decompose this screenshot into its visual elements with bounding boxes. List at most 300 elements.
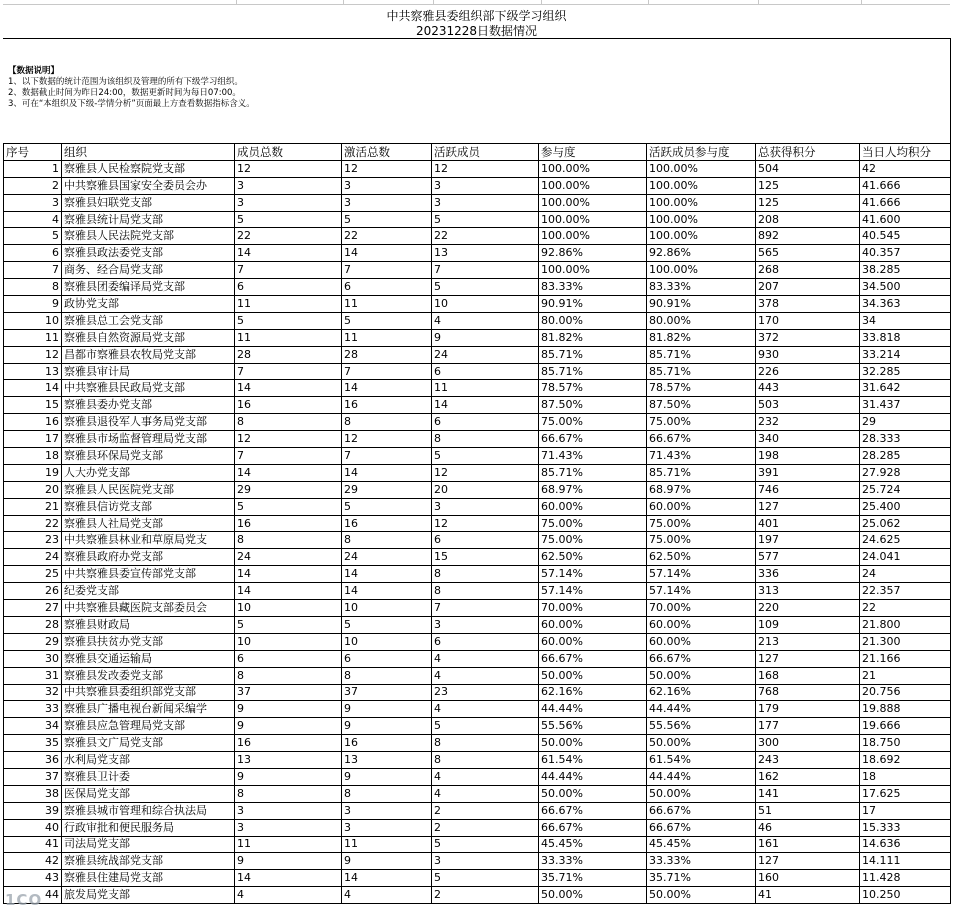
cell-members[interactable]: 7: [235, 363, 342, 380]
cell-total-points[interactable]: 162: [756, 768, 860, 785]
cell-index[interactable]: 11: [4, 329, 62, 346]
cell-index[interactable]: 30: [4, 650, 62, 667]
header-active-participation[interactable]: 活跃成员参与度: [647, 144, 756, 161]
cell-active-participation[interactable]: 60.00%: [647, 498, 756, 515]
cell-active[interactable]: 3: [432, 177, 539, 194]
cell-active[interactable]: 3: [432, 853, 539, 870]
cell-members[interactable]: 10: [235, 633, 342, 650]
cell-avg-points[interactable]: 41.666: [860, 177, 951, 194]
cell-index[interactable]: 21: [4, 498, 62, 515]
cell-avg-points[interactable]: 34.500: [860, 279, 951, 296]
cell-active-participation[interactable]: 83.33%: [647, 279, 756, 296]
cell-org[interactable]: 察雅县政府办党支部: [62, 549, 235, 566]
cell-total-points[interactable]: 161: [756, 836, 860, 853]
cell-avg-points[interactable]: 41.666: [860, 194, 951, 211]
cell-org[interactable]: 察雅县扶贫办党支部: [62, 633, 235, 650]
cell-activated[interactable]: 10: [342, 600, 432, 617]
cell-total-points[interactable]: 577: [756, 549, 860, 566]
cell-total-points[interactable]: 208: [756, 211, 860, 228]
cell-active-participation[interactable]: 66.67%: [647, 431, 756, 448]
cell-active[interactable]: 23: [432, 684, 539, 701]
cell-participation[interactable]: 85.71%: [539, 464, 647, 481]
cell-participation[interactable]: 55.56%: [539, 718, 647, 735]
cell-active-participation[interactable]: 62.16%: [647, 684, 756, 701]
cell-members[interactable]: 4: [235, 887, 342, 904]
cell-active[interactable]: 15: [432, 549, 539, 566]
header-activated[interactable]: 激活总数: [342, 144, 432, 161]
cell-members[interactable]: 9: [235, 853, 342, 870]
cell-active[interactable]: 8: [432, 583, 539, 600]
cell-active-participation[interactable]: 85.71%: [647, 363, 756, 380]
cell-avg-points[interactable]: 28.285: [860, 448, 951, 465]
cell-avg-points[interactable]: 17.625: [860, 785, 951, 802]
cell-active[interactable]: 2: [432, 819, 539, 836]
cell-activated[interactable]: 6: [342, 650, 432, 667]
cell-org[interactable]: 察雅县人民检察院党支部: [62, 160, 235, 177]
cell-participation[interactable]: 87.50%: [539, 397, 647, 414]
cell-members[interactable]: 22: [235, 228, 342, 245]
cell-org[interactable]: 察雅县人民医院党支部: [62, 481, 235, 498]
cell-active[interactable]: 24: [432, 346, 539, 363]
cell-participation[interactable]: 35.71%: [539, 870, 647, 887]
cell-participation[interactable]: 45.45%: [539, 836, 647, 853]
cell-participation[interactable]: 75.00%: [539, 515, 647, 532]
cell-active[interactable]: 12: [432, 464, 539, 481]
cell-members[interactable]: 16: [235, 735, 342, 752]
cell-active-participation[interactable]: 61.54%: [647, 752, 756, 769]
cell-total-points[interactable]: 179: [756, 701, 860, 718]
cell-participation[interactable]: 50.00%: [539, 667, 647, 684]
cell-total-points[interactable]: 127: [756, 853, 860, 870]
cell-active-participation[interactable]: 100.00%: [647, 177, 756, 194]
cell-participation[interactable]: 75.00%: [539, 414, 647, 431]
cell-org[interactable]: 察雅县发改委党支部: [62, 667, 235, 684]
cell-avg-points[interactable]: 28.333: [860, 431, 951, 448]
cell-activated[interactable]: 12: [342, 431, 432, 448]
cell-participation[interactable]: 92.86%: [539, 245, 647, 262]
cell-avg-points[interactable]: 14.111: [860, 853, 951, 870]
cell-active[interactable]: 3: [432, 616, 539, 633]
cell-members[interactable]: 14: [235, 380, 342, 397]
cell-activated[interactable]: 14: [342, 583, 432, 600]
cell-avg-points[interactable]: 19.666: [860, 718, 951, 735]
cell-total-points[interactable]: 746: [756, 481, 860, 498]
cell-members[interactable]: 3: [235, 802, 342, 819]
cell-org[interactable]: 察雅县团委编译局党支部: [62, 279, 235, 296]
cell-active-participation[interactable]: 87.50%: [647, 397, 756, 414]
cell-avg-points[interactable]: 11.428: [860, 870, 951, 887]
cell-total-points[interactable]: 313: [756, 583, 860, 600]
cell-members[interactable]: 10: [235, 600, 342, 617]
cell-activated[interactable]: 5: [342, 312, 432, 329]
cell-active-participation[interactable]: 57.14%: [647, 583, 756, 600]
cell-participation[interactable]: 66.67%: [539, 819, 647, 836]
cell-total-points[interactable]: 443: [756, 380, 860, 397]
cell-activated[interactable]: 9: [342, 718, 432, 735]
cell-active-participation[interactable]: 100.00%: [647, 211, 756, 228]
cell-participation[interactable]: 62.16%: [539, 684, 647, 701]
cell-avg-points[interactable]: 31.437: [860, 397, 951, 414]
cell-total-points[interactable]: 127: [756, 650, 860, 667]
cell-participation[interactable]: 66.67%: [539, 650, 647, 667]
cell-active[interactable]: 4: [432, 650, 539, 667]
cell-active[interactable]: 7: [432, 262, 539, 279]
cell-org[interactable]: 察雅县人社局党支部: [62, 515, 235, 532]
cell-active-participation[interactable]: 90.91%: [647, 296, 756, 313]
cell-avg-points[interactable]: 29: [860, 414, 951, 431]
cell-index[interactable]: 5: [4, 228, 62, 245]
cell-members[interactable]: 14: [235, 566, 342, 583]
cell-index[interactable]: 35: [4, 735, 62, 752]
cell-avg-points[interactable]: 25.062: [860, 515, 951, 532]
cell-active[interactable]: 7: [432, 600, 539, 617]
cell-active-participation[interactable]: 75.00%: [647, 515, 756, 532]
header-total-points[interactable]: 总获得积分: [756, 144, 860, 161]
cell-total-points[interactable]: 168: [756, 667, 860, 684]
cell-active[interactable]: 8: [432, 752, 539, 769]
cell-avg-points[interactable]: 32.285: [860, 363, 951, 380]
cell-org[interactable]: 察雅县退役军人事务局党支部: [62, 414, 235, 431]
cell-active-participation[interactable]: 35.71%: [647, 870, 756, 887]
cell-total-points[interactable]: 141: [756, 785, 860, 802]
cell-index[interactable]: 32: [4, 684, 62, 701]
cell-index[interactable]: 16: [4, 414, 62, 431]
cell-members[interactable]: 11: [235, 836, 342, 853]
cell-total-points[interactable]: 565: [756, 245, 860, 262]
cell-org[interactable]: 中共察雅县国家安全委员会办: [62, 177, 235, 194]
cell-active[interactable]: 4: [432, 312, 539, 329]
cell-avg-points[interactable]: 17: [860, 802, 951, 819]
cell-active[interactable]: 9: [432, 329, 539, 346]
cell-avg-points[interactable]: 40.357: [860, 245, 951, 262]
cell-members[interactable]: 29: [235, 481, 342, 498]
cell-participation[interactable]: 62.50%: [539, 549, 647, 566]
cell-members[interactable]: 16: [235, 397, 342, 414]
cell-members[interactable]: 5: [235, 498, 342, 515]
cell-active[interactable]: 5: [432, 211, 539, 228]
cell-org[interactable]: 昌都市察雅县农牧局党支部: [62, 346, 235, 363]
cell-participation[interactable]: 100.00%: [539, 194, 647, 211]
cell-active-participation[interactable]: 33.33%: [647, 853, 756, 870]
cell-index[interactable]: 14: [4, 380, 62, 397]
cell-members[interactable]: 8: [235, 667, 342, 684]
cell-total-points[interactable]: 198: [756, 448, 860, 465]
cell-activated[interactable]: 5: [342, 616, 432, 633]
cell-total-points[interactable]: 232: [756, 414, 860, 431]
cell-active-participation[interactable]: 62.50%: [647, 549, 756, 566]
cell-total-points[interactable]: 207: [756, 279, 860, 296]
cell-members[interactable]: 14: [235, 583, 342, 600]
cell-index[interactable]: 18: [4, 448, 62, 465]
cell-avg-points[interactable]: 33.214: [860, 346, 951, 363]
cell-participation[interactable]: 83.33%: [539, 279, 647, 296]
cell-org[interactable]: 察雅县广播电视台新闻采编学: [62, 701, 235, 718]
cell-participation[interactable]: 80.00%: [539, 312, 647, 329]
cell-activated[interactable]: 8: [342, 667, 432, 684]
cell-members[interactable]: 6: [235, 279, 342, 296]
header-org[interactable]: 组织: [62, 144, 235, 161]
cell-avg-points[interactable]: 41.600: [860, 211, 951, 228]
cell-total-points[interactable]: 340: [756, 431, 860, 448]
cell-index[interactable]: 28: [4, 616, 62, 633]
cell-members[interactable]: 9: [235, 701, 342, 718]
cell-members[interactable]: 8: [235, 785, 342, 802]
cell-total-points[interactable]: 930: [756, 346, 860, 363]
cell-avg-points[interactable]: 18.750: [860, 735, 951, 752]
cell-index[interactable]: 9: [4, 296, 62, 313]
cell-activated[interactable]: 14: [342, 380, 432, 397]
cell-total-points[interactable]: 243: [756, 752, 860, 769]
cell-members[interactable]: 37: [235, 684, 342, 701]
cell-members[interactable]: 11: [235, 296, 342, 313]
cell-active[interactable]: 5: [432, 836, 539, 853]
cell-total-points[interactable]: 401: [756, 515, 860, 532]
cell-activated[interactable]: 14: [342, 245, 432, 262]
cell-avg-points[interactable]: 21.300: [860, 633, 951, 650]
cell-activated[interactable]: 29: [342, 481, 432, 498]
cell-activated[interactable]: 7: [342, 448, 432, 465]
cell-index[interactable]: 20: [4, 481, 62, 498]
cell-participation[interactable]: 57.14%: [539, 583, 647, 600]
cell-org[interactable]: 察雅县统战部党支部: [62, 853, 235, 870]
cell-activated[interactable]: 3: [342, 802, 432, 819]
cell-participation[interactable]: 61.54%: [539, 752, 647, 769]
cell-members[interactable]: 5: [235, 312, 342, 329]
cell-active-participation[interactable]: 71.43%: [647, 448, 756, 465]
cell-index[interactable]: 17: [4, 431, 62, 448]
cell-index[interactable]: 39: [4, 802, 62, 819]
cell-active-participation[interactable]: 57.14%: [647, 566, 756, 583]
cell-active[interactable]: 2: [432, 802, 539, 819]
cell-active-participation[interactable]: 60.00%: [647, 633, 756, 650]
cell-active[interactable]: 5: [432, 718, 539, 735]
cell-total-points[interactable]: 46: [756, 819, 860, 836]
cell-members[interactable]: 16: [235, 515, 342, 532]
cell-active-participation[interactable]: 80.00%: [647, 312, 756, 329]
cell-activated[interactable]: 3: [342, 819, 432, 836]
cell-active[interactable]: 13: [432, 245, 539, 262]
header-avg-points[interactable]: 当日人均积分: [860, 144, 951, 161]
cell-active-participation[interactable]: 85.71%: [647, 464, 756, 481]
cell-activated[interactable]: 7: [342, 262, 432, 279]
cell-org[interactable]: 察雅县信访党支部: [62, 498, 235, 515]
cell-org[interactable]: 政协党支部: [62, 296, 235, 313]
cell-active[interactable]: 3: [432, 498, 539, 515]
cell-members[interactable]: 9: [235, 768, 342, 785]
cell-members[interactable]: 6: [235, 650, 342, 667]
cell-members[interactable]: 5: [235, 211, 342, 228]
cell-avg-points[interactable]: 24: [860, 566, 951, 583]
cell-index[interactable]: 13: [4, 363, 62, 380]
cell-org[interactable]: 察雅县妇联党支部: [62, 194, 235, 211]
cell-index[interactable]: 33: [4, 701, 62, 718]
cell-index[interactable]: 41: [4, 836, 62, 853]
cell-index[interactable]: 27: [4, 600, 62, 617]
cell-index[interactable]: 22: [4, 515, 62, 532]
cell-avg-points[interactable]: 34: [860, 312, 951, 329]
cell-total-points[interactable]: 268: [756, 262, 860, 279]
cell-avg-points[interactable]: 20.756: [860, 684, 951, 701]
cell-avg-points[interactable]: 21.800: [860, 616, 951, 633]
cell-active[interactable]: 8: [432, 431, 539, 448]
cell-participation[interactable]: 44.44%: [539, 768, 647, 785]
cell-index[interactable]: 31: [4, 667, 62, 684]
cell-members[interactable]: 7: [235, 262, 342, 279]
cell-participation[interactable]: 60.00%: [539, 633, 647, 650]
cell-participation[interactable]: 57.14%: [539, 566, 647, 583]
cell-participation[interactable]: 66.67%: [539, 431, 647, 448]
cell-members[interactable]: 8: [235, 414, 342, 431]
cell-org[interactable]: 察雅县自然资源局党支部: [62, 329, 235, 346]
cell-index[interactable]: 25: [4, 566, 62, 583]
cell-activated[interactable]: 8: [342, 532, 432, 549]
cell-members[interactable]: 3: [235, 819, 342, 836]
header-index[interactable]: 序号: [4, 144, 62, 161]
cell-activated[interactable]: 24: [342, 549, 432, 566]
cell-avg-points[interactable]: 27.928: [860, 464, 951, 481]
cell-activated[interactable]: 16: [342, 397, 432, 414]
cell-index[interactable]: 19: [4, 464, 62, 481]
cell-active[interactable]: 5: [432, 448, 539, 465]
header-participation[interactable]: 参与度: [539, 144, 647, 161]
cell-total-points[interactable]: 51: [756, 802, 860, 819]
cell-org[interactable]: 察雅县城市管理和综合执法局: [62, 802, 235, 819]
cell-avg-points[interactable]: 42: [860, 160, 951, 177]
cell-active-participation[interactable]: 81.82%: [647, 329, 756, 346]
cell-total-points[interactable]: 177: [756, 718, 860, 735]
cell-org[interactable]: 商务、经合局党支部: [62, 262, 235, 279]
cell-index[interactable]: 8: [4, 279, 62, 296]
cell-participation[interactable]: 81.82%: [539, 329, 647, 346]
cell-org[interactable]: 行政审批和便民服务局: [62, 819, 235, 836]
cell-members[interactable]: 3: [235, 177, 342, 194]
cell-avg-points[interactable]: 34.363: [860, 296, 951, 313]
cell-active[interactable]: 22: [432, 228, 539, 245]
cell-total-points[interactable]: 127: [756, 498, 860, 515]
cell-avg-points[interactable]: 25.724: [860, 481, 951, 498]
cell-index[interactable]: 37: [4, 768, 62, 785]
cell-participation[interactable]: 50.00%: [539, 735, 647, 752]
cell-org[interactable]: 察雅县市场监督管理局党支部: [62, 431, 235, 448]
cell-active-participation[interactable]: 68.97%: [647, 481, 756, 498]
cell-index[interactable]: 38: [4, 785, 62, 802]
cell-org[interactable]: 中共察雅县委组织部党支部: [62, 684, 235, 701]
cell-active-participation[interactable]: 100.00%: [647, 262, 756, 279]
cell-index[interactable]: 44: [4, 887, 62, 904]
cell-active-participation[interactable]: 44.44%: [647, 768, 756, 785]
cell-active[interactable]: 4: [432, 768, 539, 785]
cell-avg-points[interactable]: 22.357: [860, 583, 951, 600]
cell-active-participation[interactable]: 75.00%: [647, 414, 756, 431]
cell-active[interactable]: 6: [432, 532, 539, 549]
cell-active[interactable]: 12: [432, 160, 539, 177]
cell-activated[interactable]: 8: [342, 414, 432, 431]
cell-active[interactable]: 4: [432, 785, 539, 802]
cell-active-participation[interactable]: 50.00%: [647, 735, 756, 752]
cell-activated[interactable]: 10: [342, 633, 432, 650]
cell-activated[interactable]: 16: [342, 735, 432, 752]
cell-members[interactable]: 24: [235, 549, 342, 566]
cell-avg-points[interactable]: 38.285: [860, 262, 951, 279]
cell-activated[interactable]: 37: [342, 684, 432, 701]
cell-active-participation[interactable]: 100.00%: [647, 160, 756, 177]
cell-members[interactable]: 12: [235, 431, 342, 448]
cell-total-points[interactable]: 504: [756, 160, 860, 177]
cell-participation[interactable]: 71.43%: [539, 448, 647, 465]
cell-org[interactable]: 察雅县应急管理局党支部: [62, 718, 235, 735]
cell-active[interactable]: 8: [432, 735, 539, 752]
cell-activated[interactable]: 5: [342, 498, 432, 515]
cell-participation[interactable]: 44.44%: [539, 701, 647, 718]
cell-total-points[interactable]: 892: [756, 228, 860, 245]
cell-active[interactable]: 4: [432, 701, 539, 718]
cell-participation[interactable]: 70.00%: [539, 600, 647, 617]
cell-org[interactable]: 察雅县文广局党支部: [62, 735, 235, 752]
cell-members[interactable]: 28: [235, 346, 342, 363]
cell-index[interactable]: 29: [4, 633, 62, 650]
cell-total-points[interactable]: 125: [756, 194, 860, 211]
cell-active[interactable]: 6: [432, 633, 539, 650]
cell-org[interactable]: 察雅县环保局党支部: [62, 448, 235, 465]
cell-index[interactable]: 15: [4, 397, 62, 414]
cell-total-points[interactable]: 41: [756, 887, 860, 904]
cell-active[interactable]: 3: [432, 194, 539, 211]
cell-index[interactable]: 7: [4, 262, 62, 279]
cell-members[interactable]: 14: [235, 870, 342, 887]
cell-participation[interactable]: 60.00%: [539, 616, 647, 633]
cell-members[interactable]: 13: [235, 752, 342, 769]
cell-index[interactable]: 24: [4, 549, 62, 566]
cell-activated[interactable]: 3: [342, 194, 432, 211]
cell-total-points[interactable]: 109: [756, 616, 860, 633]
cell-active-participation[interactable]: 50.00%: [647, 785, 756, 802]
cell-activated[interactable]: 3: [342, 177, 432, 194]
cell-org[interactable]: 察雅县政法委党支部: [62, 245, 235, 262]
cell-members[interactable]: 9: [235, 718, 342, 735]
cell-active-participation[interactable]: 92.86%: [647, 245, 756, 262]
cell-total-points[interactable]: 160: [756, 870, 860, 887]
cell-activated[interactable]: 7: [342, 363, 432, 380]
cell-participation[interactable]: 100.00%: [539, 228, 647, 245]
cell-org[interactable]: 人大办党支部: [62, 464, 235, 481]
cell-index[interactable]: 34: [4, 718, 62, 735]
cell-activated[interactable]: 14: [342, 566, 432, 583]
cell-participation[interactable]: 50.00%: [539, 887, 647, 904]
cell-active-participation[interactable]: 70.00%: [647, 600, 756, 617]
cell-avg-points[interactable]: 18: [860, 768, 951, 785]
cell-org[interactable]: 察雅县住建局党支部: [62, 870, 235, 887]
cell-org[interactable]: 水利局党支部: [62, 752, 235, 769]
cell-org[interactable]: 旅发局党支部: [62, 887, 235, 904]
cell-index[interactable]: 1: [4, 160, 62, 177]
cell-active-participation[interactable]: 50.00%: [647, 667, 756, 684]
header-members[interactable]: 成员总数: [235, 144, 342, 161]
cell-activated[interactable]: 28: [342, 346, 432, 363]
cell-avg-points[interactable]: 21: [860, 667, 951, 684]
cell-participation[interactable]: 100.00%: [539, 262, 647, 279]
cell-active[interactable]: 10: [432, 296, 539, 313]
cell-participation[interactable]: 66.67%: [539, 802, 647, 819]
cell-avg-points[interactable]: 22: [860, 600, 951, 617]
cell-org[interactable]: 中共察雅县委宣传部党支部: [62, 566, 235, 583]
cell-avg-points[interactable]: 33.818: [860, 329, 951, 346]
cell-activated[interactable]: 11: [342, 329, 432, 346]
cell-index[interactable]: 4: [4, 211, 62, 228]
cell-members[interactable]: 12: [235, 160, 342, 177]
cell-total-points[interactable]: 220: [756, 600, 860, 617]
cell-active-participation[interactable]: 100.00%: [647, 228, 756, 245]
cell-participation[interactable]: 60.00%: [539, 498, 647, 515]
